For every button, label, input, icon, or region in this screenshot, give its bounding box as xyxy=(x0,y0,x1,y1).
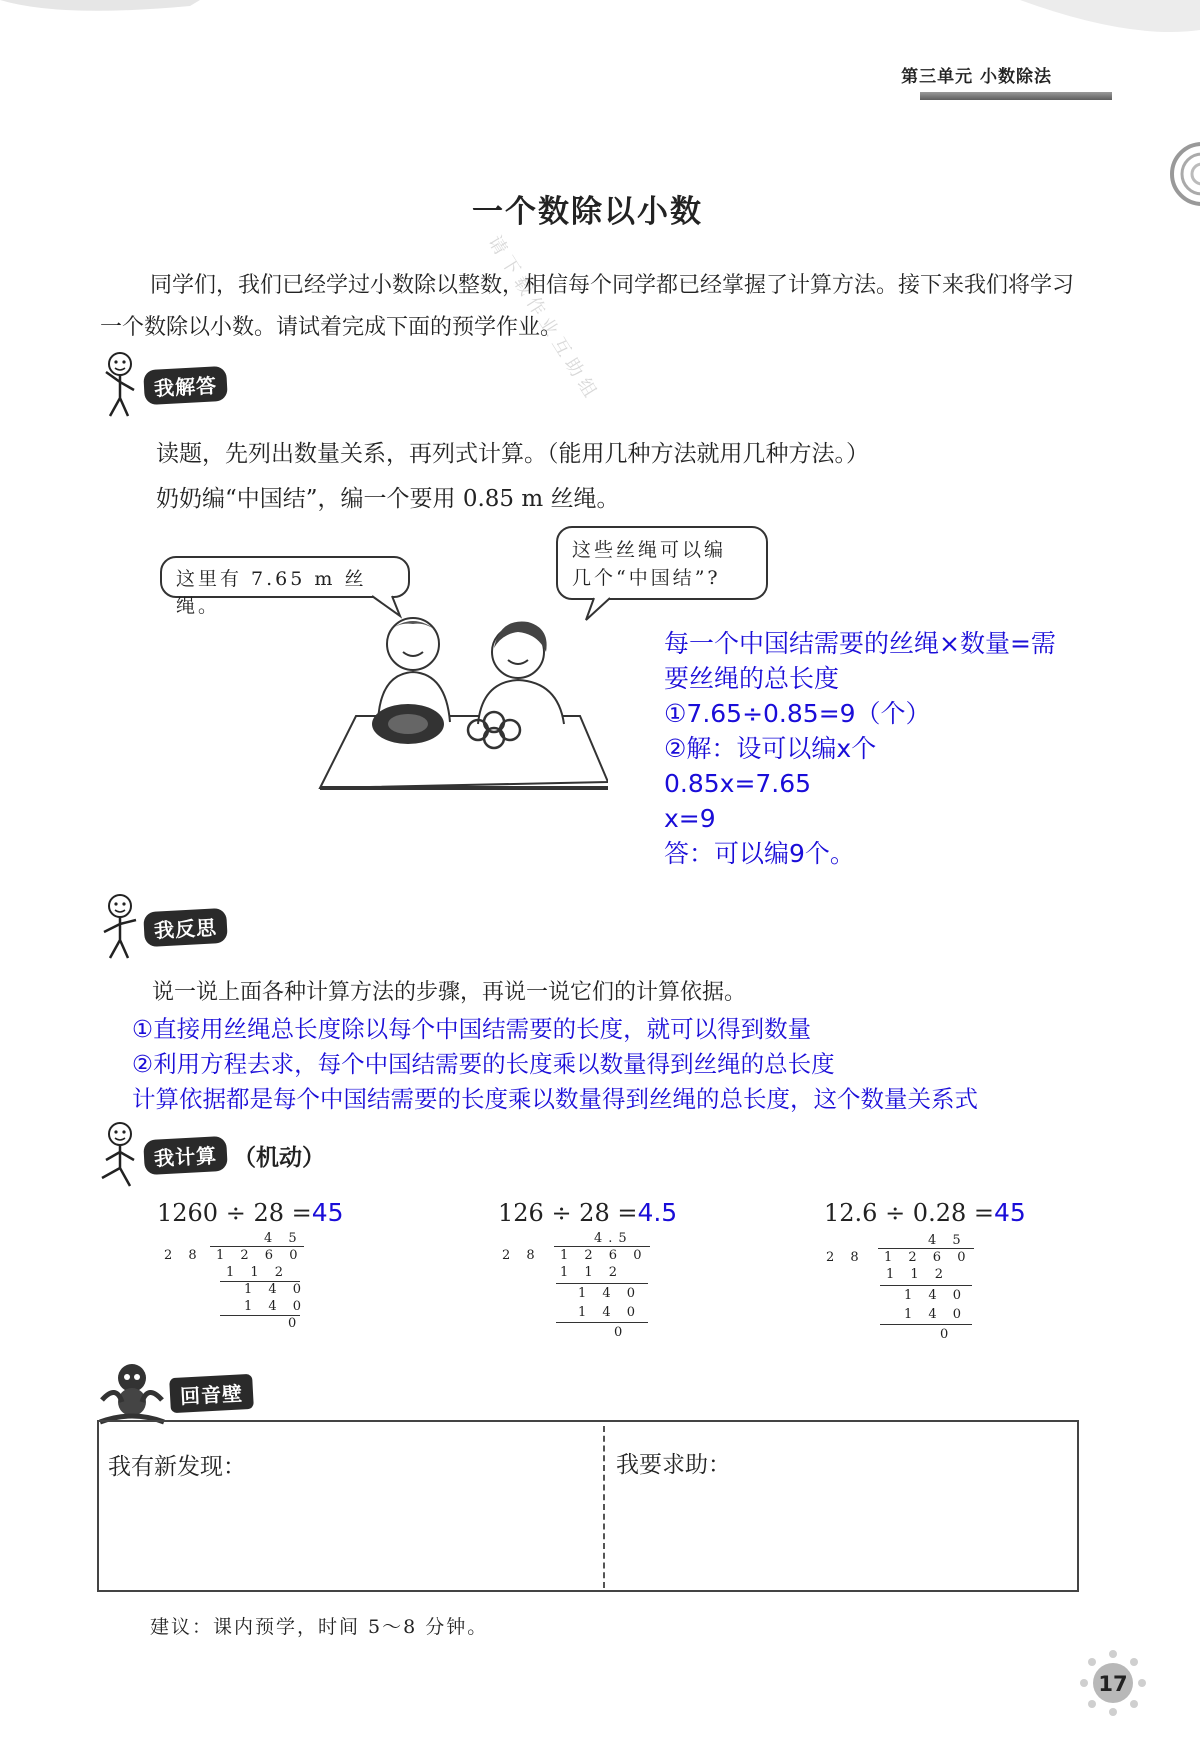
dividend: 1 2 6 0 xyxy=(560,1248,648,1263)
answer-line: 每一个中国结需要的丝绳×数量=需 xyxy=(664,629,1056,658)
subtract-line xyxy=(220,1315,300,1316)
calc-problem-2 xyxy=(498,1198,677,1227)
subtract-line xyxy=(556,1322,648,1323)
page-title: 一个数除以小数 xyxy=(472,194,703,230)
calc-expression: 1260 ÷ 28 = xyxy=(157,1199,312,1227)
answer-line: ②解：设可以编x个 xyxy=(664,734,877,763)
quotient: 4 5 xyxy=(264,1231,303,1246)
step: 1 4 0 xyxy=(244,1299,308,1314)
page-number: 17 xyxy=(1098,1672,1128,1696)
echo-wall-divider xyxy=(603,1426,605,1588)
badge-extra-label: （机动） xyxy=(233,1144,325,1171)
calc-answer: 45 xyxy=(311,1198,344,1227)
corner-decoration xyxy=(0,0,200,30)
speech-bubble-right xyxy=(556,526,768,600)
section-badge-calc xyxy=(100,1120,325,1190)
section-badge-echo xyxy=(98,1360,253,1426)
reflect-answer: 计算依据都是每个中国结需要的长度乘以数量得到丝绳的总长度，这个数量关系式 xyxy=(132,1085,978,1113)
bubble-line: 这些丝绳可以编 xyxy=(572,539,727,561)
time-suggestion: 建议：课内预学，时间 5～8 分钟。 xyxy=(150,1616,489,1638)
calc-answer: 45 xyxy=(993,1198,1026,1227)
unit-header: 第三单元 小数除法 xyxy=(901,67,1052,87)
divisor: 2 8 xyxy=(164,1248,203,1263)
step: 1 4 0 xyxy=(904,1288,968,1303)
long-division-2 xyxy=(498,1230,658,1340)
reflect-answer: ②利用方程去求，每个中国结需要的长度乘以数量得到丝绳的总长度 xyxy=(132,1050,835,1078)
dividend: 1 2 6 0 xyxy=(216,1248,304,1263)
subtract-line xyxy=(556,1283,648,1284)
stick-figure-icon xyxy=(100,892,140,962)
question-line: 奶奶编“中国结”，编一个要用 0.85 m 丝绳。 xyxy=(156,486,620,512)
calc-problem-1 xyxy=(157,1198,344,1227)
step: 1 4 0 xyxy=(904,1307,968,1322)
division-bar xyxy=(878,1248,974,1249)
calc-problem-3 xyxy=(824,1198,1026,1227)
badge-label: 我反思 xyxy=(143,907,228,946)
divisor: 2 8 xyxy=(826,1250,865,1265)
stick-figure-icon xyxy=(100,1120,140,1190)
header-bar xyxy=(920,92,1112,100)
subtract-line xyxy=(880,1285,972,1286)
answer-block xyxy=(664,626,1104,871)
watermark: 请下载作业互助组 xyxy=(483,232,604,407)
calc-expression: 126 ÷ 28 = xyxy=(498,1199,638,1227)
stick-figure-icon xyxy=(100,350,140,420)
page-number-badge xyxy=(1080,1650,1146,1716)
calc-expression: 12.6 ÷ 0.28 = xyxy=(824,1199,994,1227)
remainder: 0 xyxy=(940,1327,955,1342)
dividend: 1 2 6 0 xyxy=(884,1250,972,1265)
remainder: 0 xyxy=(288,1316,303,1331)
long-division-1 xyxy=(160,1230,320,1340)
question-line: 读题，先列出数量关系，再列式计算。（能用几种方法就用几种方法。） xyxy=(156,441,869,467)
step: 1 1 2 xyxy=(886,1267,950,1282)
quotient: 4.5 xyxy=(594,1231,633,1246)
division-bar xyxy=(210,1246,304,1247)
answer-line: 要丝绳的总长度 xyxy=(664,664,840,693)
answer-line: ①7.65÷0.85=9（个） xyxy=(664,699,931,728)
subtract-line xyxy=(220,1281,300,1282)
divisor: 2 8 xyxy=(502,1248,541,1263)
reflect-prompt: 说一说上面各种计算方法的步骤，再说一说它们的计算依据。 xyxy=(152,980,747,1005)
step: 1 4 0 xyxy=(578,1286,642,1301)
division-bar xyxy=(554,1246,650,1247)
answer-line: 答：可以编9个。 xyxy=(664,839,855,868)
section-badge-answer xyxy=(100,350,227,420)
calc-answer: 4.5 xyxy=(637,1198,678,1227)
section-badge-reflect xyxy=(100,892,227,962)
speech-bubble-left: 这里有 7.65 m 丝绳。 xyxy=(160,556,410,598)
long-division-3 xyxy=(822,1232,982,1342)
bubble-line: 几个“中国结”? xyxy=(572,567,721,589)
remainder: 0 xyxy=(614,1325,629,1340)
subtract-line xyxy=(880,1324,972,1325)
answer-line: 0.85x=7.65 xyxy=(664,769,812,798)
discover-label: 我有新发现： xyxy=(108,1454,246,1480)
step: 1 1 2 xyxy=(226,1265,290,1280)
badge-label: 我计算 xyxy=(143,1135,228,1174)
echo-wall-box xyxy=(97,1420,1079,1592)
help-label: 我要求助： xyxy=(616,1452,731,1478)
step: 1 4 0 xyxy=(578,1305,642,1320)
step: 1 1 2 xyxy=(560,1265,624,1280)
answer-line: x=9 xyxy=(664,804,716,833)
children-illustration xyxy=(318,612,608,798)
badge-label: 我解答 xyxy=(143,365,228,404)
monkey-mascot-icon xyxy=(98,1360,166,1426)
badge-label: 回音壁 xyxy=(169,1373,254,1412)
corner-decoration xyxy=(1010,0,1200,70)
quotient: 4 5 xyxy=(928,1233,967,1248)
intro-paragraph: 同学们，我们已经学过小数除以整数，相信每个同学都已经掌握了计算方法。接下来我们将学习一个数除以小数。请试着完成下面的预学作业。 xyxy=(100,273,1075,340)
reflect-answer: ①直接用丝绳总长度除以每个中国结需要的长度，就可以得到数量 xyxy=(132,1015,812,1043)
step: 1 4 0 xyxy=(244,1282,308,1297)
